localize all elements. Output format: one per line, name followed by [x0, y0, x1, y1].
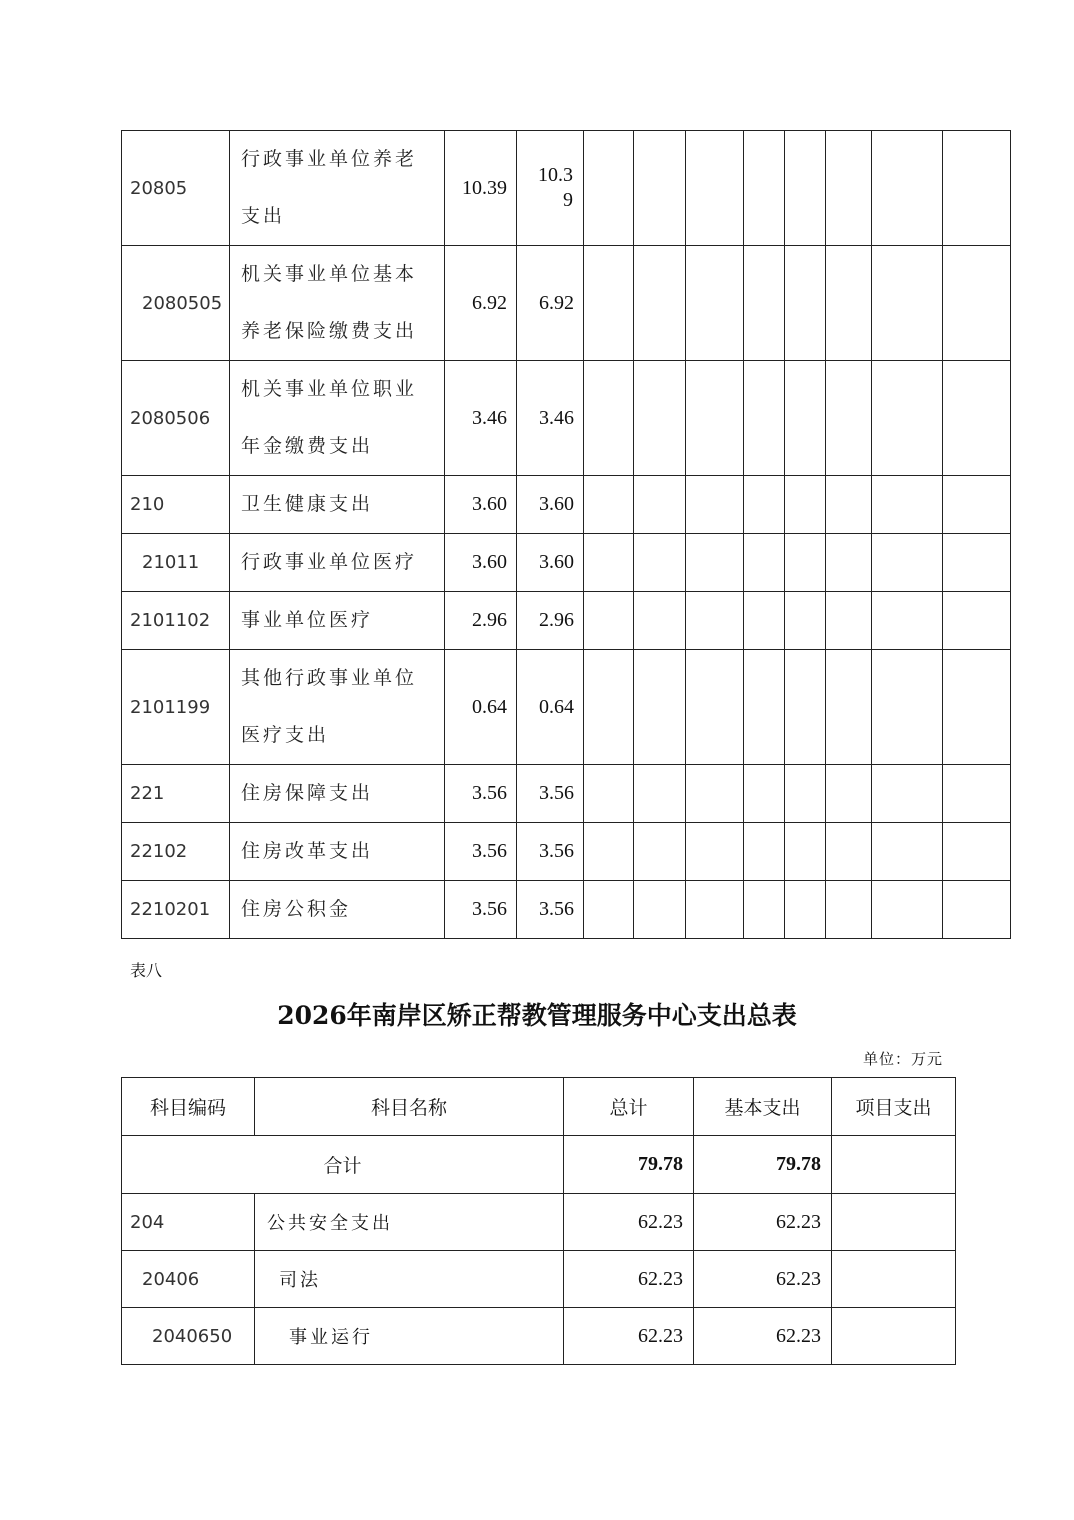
empty-cell: [634, 881, 686, 939]
row-basic: 0.64: [517, 650, 584, 765]
empty-cell: [826, 881, 872, 939]
header-name: 科目名称: [255, 1078, 564, 1136]
row-name: 其他行政事业单位医疗支出: [230, 650, 445, 765]
empty-cell: [744, 246, 785, 361]
row-basic: 3.60: [517, 534, 584, 592]
empty-cell: [872, 534, 943, 592]
expenditure-table-continued: [121, 130, 1011, 939]
empty-cell: [785, 476, 826, 534]
header-code: 科目编码: [122, 1078, 255, 1136]
empty-cell: [826, 361, 872, 476]
row-total: 0.64: [445, 650, 517, 765]
empty-cell: [634, 823, 686, 881]
empty-cell: [634, 534, 686, 592]
table-row: [122, 592, 1011, 650]
empty-cell: [872, 476, 943, 534]
row-total: 62.23: [564, 1194, 694, 1251]
row-basic: 3.56: [517, 881, 584, 939]
empty-cell: [826, 246, 872, 361]
empty-cell: [686, 650, 744, 765]
empty-cell: [872, 131, 943, 246]
empty-cell: [744, 650, 785, 765]
table-row: [122, 1194, 956, 1251]
table-row: [122, 823, 1011, 881]
empty-cell: [785, 823, 826, 881]
row-basic: 3.56: [517, 765, 584, 823]
row-total: 3.56: [445, 765, 517, 823]
empty-cell: [943, 534, 1011, 592]
total-total: 79.78: [564, 1136, 694, 1194]
empty-cell: [943, 823, 1011, 881]
row-basic: 3.46: [517, 361, 584, 476]
row-project: [832, 1251, 956, 1308]
row-basic: 6.92: [517, 246, 584, 361]
empty-cell: [826, 823, 872, 881]
row-name: 住房保障支出: [230, 765, 445, 823]
row-code: 2080506: [122, 361, 230, 476]
row-name: 住房改革支出: [230, 823, 445, 881]
empty-cell: [785, 361, 826, 476]
empty-cell: [584, 476, 634, 534]
row-name: 行政事业单位医疗: [230, 534, 445, 592]
row-code: 20406: [122, 1251, 255, 1308]
table-row: [122, 534, 1011, 592]
table-number-label: 表八: [130, 961, 163, 980]
empty-cell: [826, 650, 872, 765]
empty-cell: [584, 592, 634, 650]
row-total: 10.39: [445, 131, 517, 246]
empty-cell: [686, 592, 744, 650]
empty-cell: [785, 765, 826, 823]
row-name: 机关事业单位职业年金缴费支出: [230, 361, 445, 476]
row-total: 3.60: [445, 534, 517, 592]
empty-cell: [584, 823, 634, 881]
empty-cell: [584, 881, 634, 939]
empty-cell: [686, 881, 744, 939]
empty-cell: [943, 246, 1011, 361]
row-project: [832, 1308, 956, 1365]
table-row: [122, 765, 1011, 823]
header-project: 项目支出: [832, 1078, 956, 1136]
empty-cell: [686, 534, 744, 592]
row-project: [832, 1194, 956, 1251]
empty-cell: [744, 534, 785, 592]
row-basic: 62.23: [694, 1194, 832, 1251]
empty-cell: [943, 361, 1011, 476]
empty-cell: [943, 476, 1011, 534]
table-row: [122, 476, 1011, 534]
empty-cell: [872, 361, 943, 476]
total-basic: 79.78: [694, 1136, 832, 1194]
row-code: 204: [122, 1194, 255, 1251]
table-row: [122, 1308, 956, 1365]
row-basic: 3.56: [517, 823, 584, 881]
row-total: 3.60: [445, 476, 517, 534]
row-basic: 62.23: [694, 1251, 832, 1308]
empty-cell: [744, 881, 785, 939]
empty-cell: [785, 246, 826, 361]
row-code: 2210201: [122, 881, 230, 939]
page-title: 2026年南岸区矫正帮教管理服务中心支出总表: [277, 1001, 797, 1030]
empty-cell: [584, 534, 634, 592]
row-total: 2.96: [445, 592, 517, 650]
row-code: 221: [122, 765, 230, 823]
expenditure-summary-table: [121, 1077, 956, 1365]
row-code: 210: [122, 476, 230, 534]
unit-label: 单位：万元: [862, 1050, 943, 1068]
row-name: 机关事业单位基本养老保险缴费支出: [230, 246, 445, 361]
empty-cell: [744, 476, 785, 534]
empty-cell: [826, 765, 872, 823]
empty-cell: [785, 534, 826, 592]
table-header-row: [122, 1078, 956, 1136]
row-code: 2101102: [122, 592, 230, 650]
table-row: [122, 1251, 956, 1308]
empty-cell: [686, 823, 744, 881]
empty-cell: [584, 131, 634, 246]
table-row: [122, 361, 1011, 476]
empty-cell: [634, 592, 686, 650]
empty-cell: [744, 361, 785, 476]
row-total: 6.92: [445, 246, 517, 361]
empty-cell: [826, 534, 872, 592]
empty-cell: [872, 592, 943, 650]
empty-cell: [634, 765, 686, 823]
row-basic: 2.96: [517, 592, 584, 650]
empty-cell: [686, 361, 744, 476]
row-code: 2101199: [122, 650, 230, 765]
empty-cell: [634, 476, 686, 534]
empty-cell: [872, 823, 943, 881]
empty-cell: [744, 765, 785, 823]
header-basic: 基本支出: [694, 1078, 832, 1136]
empty-cell: [872, 650, 943, 765]
empty-cell: [785, 881, 826, 939]
empty-cell: [686, 765, 744, 823]
row-name: 事业运行: [255, 1308, 564, 1365]
empty-cell: [785, 131, 826, 246]
empty-cell: [584, 650, 634, 765]
row-basic: 62.23: [694, 1308, 832, 1365]
table-total-row: [122, 1136, 956, 1194]
row-name: 事业单位医疗: [230, 592, 445, 650]
row-name: 行政事业单位养老支出: [230, 131, 445, 246]
total-project: [832, 1136, 956, 1194]
empty-cell: [943, 592, 1011, 650]
row-basic: 3.60: [517, 476, 584, 534]
empty-cell: [826, 476, 872, 534]
row-code: 20805: [122, 131, 230, 246]
total-label: 合计: [122, 1136, 564, 1194]
empty-cell: [584, 765, 634, 823]
row-total: 62.23: [564, 1308, 694, 1365]
empty-cell: [826, 592, 872, 650]
row-code: 21011: [122, 534, 230, 592]
table-row: [122, 650, 1011, 765]
empty-cell: [584, 361, 634, 476]
row-code: 2080505: [122, 246, 230, 361]
empty-cell: [943, 650, 1011, 765]
row-total: 62.23: [564, 1251, 694, 1308]
table-row: [122, 881, 1011, 939]
empty-cell: [872, 881, 943, 939]
row-total: 3.56: [445, 881, 517, 939]
row-code: 2040650: [122, 1308, 255, 1365]
row-name: 司法: [255, 1251, 564, 1308]
empty-cell: [634, 131, 686, 246]
table-row: [122, 131, 1011, 246]
row-name: 公共安全支出: [255, 1194, 564, 1251]
empty-cell: [686, 246, 744, 361]
table-row: [122, 246, 1011, 361]
empty-cell: [584, 246, 634, 361]
empty-cell: [744, 823, 785, 881]
empty-cell: [785, 650, 826, 765]
empty-cell: [943, 131, 1011, 246]
empty-cell: [744, 131, 785, 246]
row-total: 3.46: [445, 361, 517, 476]
empty-cell: [634, 650, 686, 765]
empty-cell: [686, 131, 744, 246]
row-code: 22102: [122, 823, 230, 881]
empty-cell: [826, 131, 872, 246]
empty-cell: [872, 246, 943, 361]
empty-cell: [634, 246, 686, 361]
row-total: 3.56: [445, 823, 517, 881]
empty-cell: [686, 476, 744, 534]
empty-cell: [744, 592, 785, 650]
row-name: 卫生健康支出: [230, 476, 445, 534]
header-total: 总计: [564, 1078, 694, 1136]
empty-cell: [943, 881, 1011, 939]
row-basic: 10.39: [517, 131, 584, 246]
empty-cell: [634, 361, 686, 476]
row-name: 住房公积金: [230, 881, 445, 939]
empty-cell: [943, 765, 1011, 823]
empty-cell: [785, 592, 826, 650]
empty-cell: [872, 765, 943, 823]
